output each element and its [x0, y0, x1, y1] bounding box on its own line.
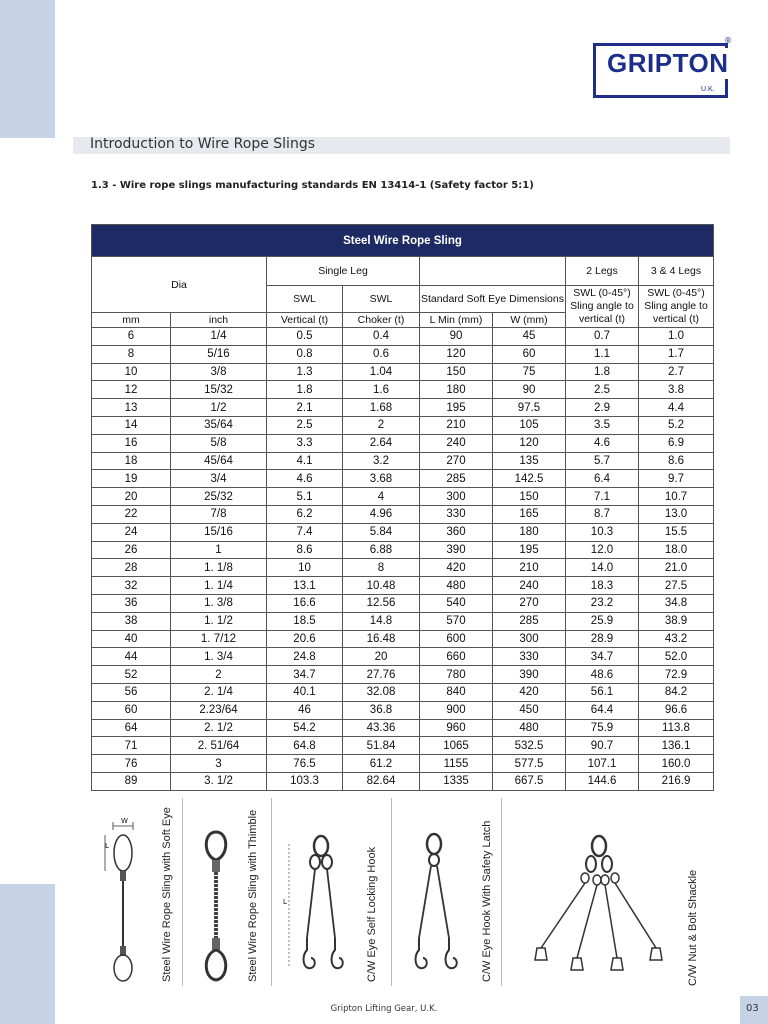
cell-swl-2-legs: 1.1: [566, 345, 639, 363]
cell-l-min: 570: [420, 612, 493, 630]
self-locking-hook-icon: [281, 798, 361, 988]
cell-l-min: 195: [420, 399, 493, 417]
cell-swl-3-4-legs: 113.8: [639, 719, 714, 737]
header-vertical: Vertical (t): [267, 313, 343, 328]
header-inch: inch: [171, 313, 267, 328]
table-row: [92, 470, 714, 488]
cell-swl-choker: 32.08: [343, 683, 420, 701]
cell-w: 165: [493, 505, 566, 523]
four-leg-shackle-icon: [511, 798, 671, 988]
cell-inch: 1. 3/4: [171, 648, 267, 666]
cell-w: 390: [493, 666, 566, 684]
header-swl-choker: SWL: [343, 286, 420, 313]
sling-figures: [91, 798, 713, 990]
cell-swl-3-4-legs: 52.0: [639, 648, 714, 666]
cell-swl-choker: 10.48: [343, 577, 420, 595]
cell-w: 90: [493, 381, 566, 399]
cell-swl-3-4-legs: 216.9: [639, 772, 714, 790]
cell-swl-choker: 16.48: [343, 630, 420, 648]
cell-mm: 71: [92, 737, 171, 755]
cell-l-min: 360: [420, 523, 493, 541]
cell-w: 150: [493, 488, 566, 506]
cell-mm: 22: [92, 505, 171, 523]
thimble-sling-icon: [191, 798, 241, 988]
table-row: [92, 541, 714, 559]
cell-swl-choker: 51.84: [343, 737, 420, 755]
figure-soft-eye: [91, 798, 181, 990]
header-w: W (mm): [493, 313, 566, 328]
cell-swl-2-legs: 107.1: [566, 755, 639, 773]
cell-inch: 1. 1/8: [171, 559, 267, 577]
cell-swl-vertical: 24.8: [267, 648, 343, 666]
header-soft-eye: Standard Soft Eye Dimensions: [420, 286, 566, 313]
cell-w: 285: [493, 612, 566, 630]
cell-l-min: 330: [420, 505, 493, 523]
cell-swl-vertical: 10: [267, 559, 343, 577]
cell-l-min: 840: [420, 683, 493, 701]
cell-w: 120: [493, 434, 566, 452]
sling-spec-table: [91, 224, 714, 791]
soft-eye-sling-icon: [91, 798, 151, 988]
header-dia: Dia: [92, 257, 267, 313]
cell-inch: 35/64: [171, 416, 267, 434]
cell-swl-3-4-legs: 5.2: [639, 416, 714, 434]
logo-wordmark: GRIPTON: [607, 48, 729, 78]
cell-mm: 38: [92, 612, 171, 630]
table-row: [92, 630, 714, 648]
cell-swl-vertical: 5.1: [267, 488, 343, 506]
cell-inch: 2. 1/4: [171, 683, 267, 701]
cell-w: 480: [493, 719, 566, 737]
cell-swl-2-legs: 90.7: [566, 737, 639, 755]
table-row: [92, 416, 714, 434]
cell-inch: 5/16: [171, 345, 267, 363]
cell-w: 300: [493, 630, 566, 648]
caption-safety-latch-hook: C/W Eye Hook With Safety Latch: [481, 820, 493, 982]
cell-mm: 40: [92, 630, 171, 648]
cell-inch: 1. 1/4: [171, 577, 267, 595]
cell-swl-choker: 82.64: [343, 772, 420, 790]
cell-swl-3-4-legs: 136.1: [639, 737, 714, 755]
cell-w: 180: [493, 523, 566, 541]
cell-swl-choker: 43.36: [343, 719, 420, 737]
cell-swl-2-legs: 6.4: [566, 470, 639, 488]
cell-swl-choker: 1.6: [343, 381, 420, 399]
cell-swl-vertical: 0.8: [267, 345, 343, 363]
cell-swl-vertical: 4.6: [267, 470, 343, 488]
cell-w: 60: [493, 345, 566, 363]
table-row: [92, 523, 714, 541]
cell-inch: 2. 1/2: [171, 719, 267, 737]
registered-mark: ®: [724, 36, 732, 45]
cell-swl-vertical: 4.1: [267, 452, 343, 470]
cell-swl-vertical: 64.8: [267, 737, 343, 755]
header-mm: mm: [92, 313, 171, 328]
cell-mm: 18: [92, 452, 171, 470]
cell-swl-vertical: 20.6: [267, 630, 343, 648]
cell-swl-2-legs: 18.3: [566, 577, 639, 595]
table-row: [92, 363, 714, 381]
cell-swl-3-4-legs: 38.9: [639, 612, 714, 630]
table-row: [92, 399, 714, 417]
cell-inch: 25/32: [171, 488, 267, 506]
cell-swl-choker: 0.6: [343, 345, 420, 363]
header-single-leg: Single Leg: [267, 257, 420, 286]
cell-mm: 44: [92, 648, 171, 666]
cell-swl-3-4-legs: 18.0: [639, 541, 714, 559]
cell-inch: 7/8: [171, 505, 267, 523]
cell-swl-choker: 8: [343, 559, 420, 577]
cell-mm: 16: [92, 434, 171, 452]
cell-swl-vertical: 46: [267, 701, 343, 719]
cell-swl-vertical: 2.5: [267, 416, 343, 434]
caption-soft-eye: Steel Wire Rope Sling with Soft Eye: [161, 807, 173, 982]
cell-mm: 6: [92, 328, 171, 346]
cell-inch: 3. 1/2: [171, 772, 267, 790]
figure-self-locking-hook: [281, 798, 391, 990]
cell-swl-vertical: 54.2: [267, 719, 343, 737]
cell-swl-vertical: 34.7: [267, 666, 343, 684]
cell-w: 667.5: [493, 772, 566, 790]
cell-swl-3-4-legs: 13.0: [639, 505, 714, 523]
cell-mm: 60: [92, 701, 171, 719]
cell-swl-vertical: 7.4: [267, 523, 343, 541]
cell-swl-choker: 4.96: [343, 505, 420, 523]
cell-l-min: 285: [420, 470, 493, 488]
caption-self-locking-hook: C/W Eye Self Locking Hook: [366, 846, 378, 982]
cell-l-min: 600: [420, 630, 493, 648]
cell-mm: 24: [92, 523, 171, 541]
cell-swl-vertical: 0.5: [267, 328, 343, 346]
figure-divider: [391, 798, 392, 986]
cell-swl-choker: 3.2: [343, 452, 420, 470]
table-row: [92, 683, 714, 701]
caption-nut-bolt-shackle: C/W Nut & Bolt Shackle: [687, 869, 699, 986]
figure-divider: [271, 798, 272, 986]
cell-mm: 89: [92, 772, 171, 790]
cell-swl-3-4-legs: 1.0: [639, 328, 714, 346]
cell-l-min: 1155: [420, 755, 493, 773]
cell-w: 142.5: [493, 470, 566, 488]
cell-w: 75: [493, 363, 566, 381]
caption-thimble: Steel Wire Rope Sling with Thimble: [247, 809, 259, 982]
cell-swl-vertical: 6.2: [267, 505, 343, 523]
cell-mm: 26: [92, 541, 171, 559]
cell-mm: 76: [92, 755, 171, 773]
cell-inch: 1. 3/8: [171, 594, 267, 612]
cell-swl-2-legs: 3.5: [566, 416, 639, 434]
cell-w: 420: [493, 683, 566, 701]
cell-swl-choker: 3.68: [343, 470, 420, 488]
header-three-four-legs: 3 & 4 Legs: [639, 257, 714, 286]
cell-inch: 45/64: [171, 452, 267, 470]
cell-swl-2-legs: 28.9: [566, 630, 639, 648]
figure-divider: [182, 798, 183, 986]
cell-swl-2-legs: 5.7: [566, 452, 639, 470]
cell-swl-2-legs: 8.7: [566, 505, 639, 523]
cell-swl-choker: 1.04: [343, 363, 420, 381]
cell-inch: 15/32: [171, 381, 267, 399]
table-row: [92, 328, 714, 346]
cell-swl-3-4-legs: 72.9: [639, 666, 714, 684]
cell-l-min: 240: [420, 434, 493, 452]
cell-swl-choker: 1.68: [343, 399, 420, 417]
table-row: [92, 434, 714, 452]
page-number: 03: [746, 1003, 759, 1014]
cell-swl-choker: 4: [343, 488, 420, 506]
cell-swl-choker: 20: [343, 648, 420, 666]
figure-safety-latch-hook: [401, 798, 501, 990]
header-swl-vertical: SWL: [267, 286, 343, 313]
cell-w: 195: [493, 541, 566, 559]
cell-l-min: 90: [420, 328, 493, 346]
cell-swl-2-legs: 7.1: [566, 488, 639, 506]
cell-swl-vertical: 1.3: [267, 363, 343, 381]
gripton-logo: [593, 36, 732, 100]
cell-inch: 3: [171, 755, 267, 773]
cell-swl-vertical: 1.8: [267, 381, 343, 399]
cell-swl-choker: 61.2: [343, 755, 420, 773]
cell-inch: 2.23/64: [171, 701, 267, 719]
cell-swl-2-legs: 64.4: [566, 701, 639, 719]
cell-swl-2-legs: 2.5: [566, 381, 639, 399]
cell-swl-vertical: 40.1: [267, 683, 343, 701]
cell-l-min: 960: [420, 719, 493, 737]
side-accent-top: [0, 0, 55, 138]
cell-mm: 56: [92, 683, 171, 701]
cell-mm: 8: [92, 345, 171, 363]
header-swl-angle-34: SWL (0-45°) Sling angle to vertical (t): [639, 286, 714, 328]
cell-swl-2-legs: 25.9: [566, 612, 639, 630]
cell-swl-3-4-legs: 8.6: [639, 452, 714, 470]
cell-swl-2-legs: 2.9: [566, 399, 639, 417]
cell-swl-choker: 6.88: [343, 541, 420, 559]
cell-swl-vertical: 3.3: [267, 434, 343, 452]
dim-l-label: L: [105, 842, 109, 850]
cell-mm: 28: [92, 559, 171, 577]
figure-thimble: [191, 798, 271, 990]
cell-swl-2-legs: 144.6: [566, 772, 639, 790]
cell-mm: 19: [92, 470, 171, 488]
cell-mm: 64: [92, 719, 171, 737]
cell-l-min: 1065: [420, 737, 493, 755]
cell-swl-2-legs: 14.0: [566, 559, 639, 577]
cell-swl-choker: 12.56: [343, 594, 420, 612]
cell-w: 210: [493, 559, 566, 577]
table-row: [92, 612, 714, 630]
cell-swl-choker: 36.8: [343, 701, 420, 719]
header-two-legs: 2 Legs: [566, 257, 639, 286]
cell-inch: 1: [171, 541, 267, 559]
table-row: [92, 701, 714, 719]
cell-swl-3-4-legs: 27.5: [639, 577, 714, 595]
cell-swl-choker: 14.8: [343, 612, 420, 630]
cell-swl-choker: 27.76: [343, 666, 420, 684]
table-row: [92, 755, 714, 773]
table-row: [92, 488, 714, 506]
cell-l-min: 900: [420, 701, 493, 719]
cell-mm: 52: [92, 666, 171, 684]
cell-mm: 10: [92, 363, 171, 381]
cell-w: 97.5: [493, 399, 566, 417]
cell-swl-vertical: 18.5: [267, 612, 343, 630]
cell-l-min: 270: [420, 452, 493, 470]
table-row: [92, 577, 714, 595]
cell-w: 270: [493, 594, 566, 612]
header-blank: [420, 257, 566, 286]
cell-l-min: 210: [420, 416, 493, 434]
cell-w: 330: [493, 648, 566, 666]
cell-w: 135: [493, 452, 566, 470]
cell-l-min: 660: [420, 648, 493, 666]
cell-l-min: 480: [420, 577, 493, 595]
cell-swl-3-4-legs: 15.5: [639, 523, 714, 541]
cell-mm: 14: [92, 416, 171, 434]
cell-swl-3-4-legs: 2.7: [639, 363, 714, 381]
cell-swl-3-4-legs: 6.9: [639, 434, 714, 452]
table-row: [92, 719, 714, 737]
cell-swl-3-4-legs: 96.6: [639, 701, 714, 719]
cell-l-min: 1335: [420, 772, 493, 790]
figure-divider: [501, 798, 502, 986]
side-accent-bottom: [0, 884, 55, 1024]
page-title: Introduction to Wire Rope Slings: [90, 136, 316, 152]
cell-l-min: 540: [420, 594, 493, 612]
table-row: [92, 452, 714, 470]
table-row: [92, 772, 714, 790]
cell-swl-2-legs: 0.7: [566, 328, 639, 346]
cell-w: 240: [493, 577, 566, 595]
cell-swl-3-4-legs: 3.8: [639, 381, 714, 399]
cell-swl-2-legs: 75.9: [566, 719, 639, 737]
cell-w: 105: [493, 416, 566, 434]
cell-swl-3-4-legs: 43.2: [639, 630, 714, 648]
cell-swl-vertical: 103.3: [267, 772, 343, 790]
header-swl-angle-2: SWL (0-45°) Sling angle to vertical (t): [566, 286, 639, 328]
table-title: Steel Wire Rope Sling: [92, 225, 714, 257]
cell-swl-2-legs: 48.6: [566, 666, 639, 684]
cell-swl-vertical: 16.6: [267, 594, 343, 612]
cell-l-min: 420: [420, 559, 493, 577]
cell-inch: 1. 1/2: [171, 612, 267, 630]
cell-swl-2-legs: 10.3: [566, 523, 639, 541]
header-l-min: L Min (mm): [420, 313, 493, 328]
logo-sub: U.K.: [701, 86, 715, 93]
cell-swl-2-legs: 56.1: [566, 683, 639, 701]
cell-l-min: 300: [420, 488, 493, 506]
cell-swl-3-4-legs: 21.0: [639, 559, 714, 577]
cell-inch: 3/8: [171, 363, 267, 381]
cell-mm: 12: [92, 381, 171, 399]
cell-swl-choker: 0.4: [343, 328, 420, 346]
cell-swl-3-4-legs: 160.0: [639, 755, 714, 773]
table-row: [92, 345, 714, 363]
cell-swl-2-legs: 1.8: [566, 363, 639, 381]
header-choker: Choker (t): [343, 313, 420, 328]
cell-inch: 1. 7/12: [171, 630, 267, 648]
cell-swl-2-legs: 34.7: [566, 648, 639, 666]
cell-l-min: 180: [420, 381, 493, 399]
table-row: [92, 381, 714, 399]
figure-nut-bolt-shackle: [511, 798, 711, 990]
cell-mm: 20: [92, 488, 171, 506]
cell-w: 577.5: [493, 755, 566, 773]
cell-swl-vertical: 13.1: [267, 577, 343, 595]
cell-inch: 1/2: [171, 399, 267, 417]
cell-swl-3-4-legs: 1.7: [639, 345, 714, 363]
cell-inch: 15/16: [171, 523, 267, 541]
cell-inch: 2. 51/64: [171, 737, 267, 755]
table-row: [92, 594, 714, 612]
cell-swl-choker: 2.64: [343, 434, 420, 452]
cell-swl-vertical: 2.1: [267, 399, 343, 417]
cell-inch: 1/4: [171, 328, 267, 346]
safety-latch-hook-icon: [401, 798, 471, 988]
cell-inch: 2: [171, 666, 267, 684]
cell-mm: 32: [92, 577, 171, 595]
cell-swl-vertical: 76.5: [267, 755, 343, 773]
table-row: [92, 648, 714, 666]
cell-mm: 36: [92, 594, 171, 612]
cell-swl-3-4-legs: 34.8: [639, 594, 714, 612]
table-row: [92, 505, 714, 523]
cell-swl-2-legs: 4.6: [566, 434, 639, 452]
cell-w: 450: [493, 701, 566, 719]
table-row: [92, 559, 714, 577]
cell-l-min: 150: [420, 363, 493, 381]
cell-swl-3-4-legs: 4.4: [639, 399, 714, 417]
cell-swl-choker: 2: [343, 416, 420, 434]
cell-mm: 13: [92, 399, 171, 417]
cell-swl-3-4-legs: 9.7: [639, 470, 714, 488]
cell-inch: 5/8: [171, 434, 267, 452]
cell-l-min: 120: [420, 345, 493, 363]
cell-w: 532.5: [493, 737, 566, 755]
cell-l-min: 390: [420, 541, 493, 559]
footer: Gripton Lifting Gear, U.K.: [330, 1004, 438, 1014]
cell-swl-3-4-legs: 10.7: [639, 488, 714, 506]
cell-swl-vertical: 8.6: [267, 541, 343, 559]
cell-swl-choker: 5.84: [343, 523, 420, 541]
cell-swl-2-legs: 12.0: [566, 541, 639, 559]
table-row: [92, 666, 714, 684]
cell-swl-3-4-legs: 84.2: [639, 683, 714, 701]
cell-swl-2-legs: 23.2: [566, 594, 639, 612]
table-body: [92, 328, 714, 791]
cell-inch: 3/4: [171, 470, 267, 488]
standard-line: 1.3 - Wire rope slings manufacturing standards EN 13414-1 (Safety factor 5:1): [91, 180, 534, 191]
dim-w-label: W: [121, 817, 128, 825]
table-row: [92, 737, 714, 755]
cell-w: 45: [493, 328, 566, 346]
dim-l-label: L: [283, 898, 287, 906]
cell-l-min: 780: [420, 666, 493, 684]
